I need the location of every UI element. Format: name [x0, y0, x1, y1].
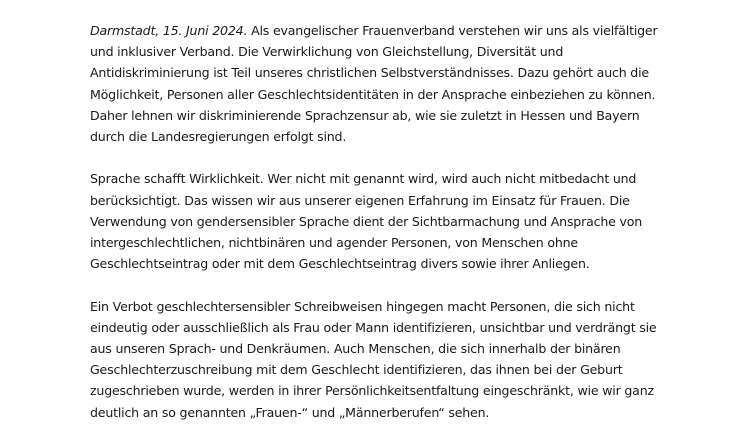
paragraph-1 — [90, 20, 730, 147]
document-body — [90, 20, 730, 423]
dateline: Darmstadt, 15. Juni 2024. — [90, 23, 248, 38]
text-line: zugeschrieben wurde, werden in ihrer Persönlichkeitsentfaltung eingeschränkt, wie wir ganz — [90, 383, 654, 399]
text-line: aus unseren Sprach- und Denkräumen. Auch Menschen, die sich innerhalb der binären — [90, 341, 621, 357]
text-line: Geschlechterzuschreibung mit dem Geschlecht identifizieren, das ihnen bei der Geburt — [90, 362, 623, 378]
text-line: Geschlechtseintrag oder mit dem Geschlechtseintrag divers sowie ihrer Anliegen. — [90, 256, 590, 272]
text-line: Möglichkeit, Personen aller Geschlechtsidentitäten in der Ansprache einbeziehen zu können. — [90, 86, 656, 102]
text-line — [90, 20, 730, 41]
text-line: intergeschlechtlichen, nichtbinären und agender Personen, von Menschen ohne — [90, 235, 578, 251]
text-line: und inklusiver Verband. Die Verwirklichung von Gleichstellung, Diversität und — [90, 44, 564, 60]
paragraph-2 — [90, 168, 730, 274]
text-line: berücksichtigt. Das wissen wir aus unserer eigenen Erfahrung im Einsatz für Frauen. Die — [90, 192, 630, 208]
text-line: durch die Landesregierungen erfolgt sind. — [90, 129, 347, 145]
text-line-content: Als evangelischer Frauenverband verstehen wir uns als vielfältiger — [247, 23, 658, 38]
text-line: deutlich an so genannten „Frauen-“ und „Männerberufen“ sehen. — [90, 404, 490, 420]
text-line: Verwendung von gendersensibler Sprache dient der Sichtbarmachung und Ansprache von — [90, 213, 642, 229]
text-line: Ein Verbot geschlechtersensibler Schreibweisen hingegen macht Personen, die sich nicht — [90, 298, 635, 314]
text-line: Sprache schafft Wirklichkeit. Wer nicht mit genannt wird, wird auch nicht mitbedacht und — [90, 171, 637, 187]
paragraph-3 — [90, 296, 730, 423]
text-line: eindeutig oder ausschließlich als Frau oder Mann identifizieren, unsichtbar und verdrängt sie — [90, 319, 657, 335]
text-line: Daher lehnen wir diskriminierende Sprachzensur ab, wie sie zuletzt in Hessen und Bayern — [90, 107, 640, 123]
text-line: Antidiskriminierung ist Teil unseres christlichen Selbstverständnisses. Dazu gehört auch die — [90, 65, 649, 81]
